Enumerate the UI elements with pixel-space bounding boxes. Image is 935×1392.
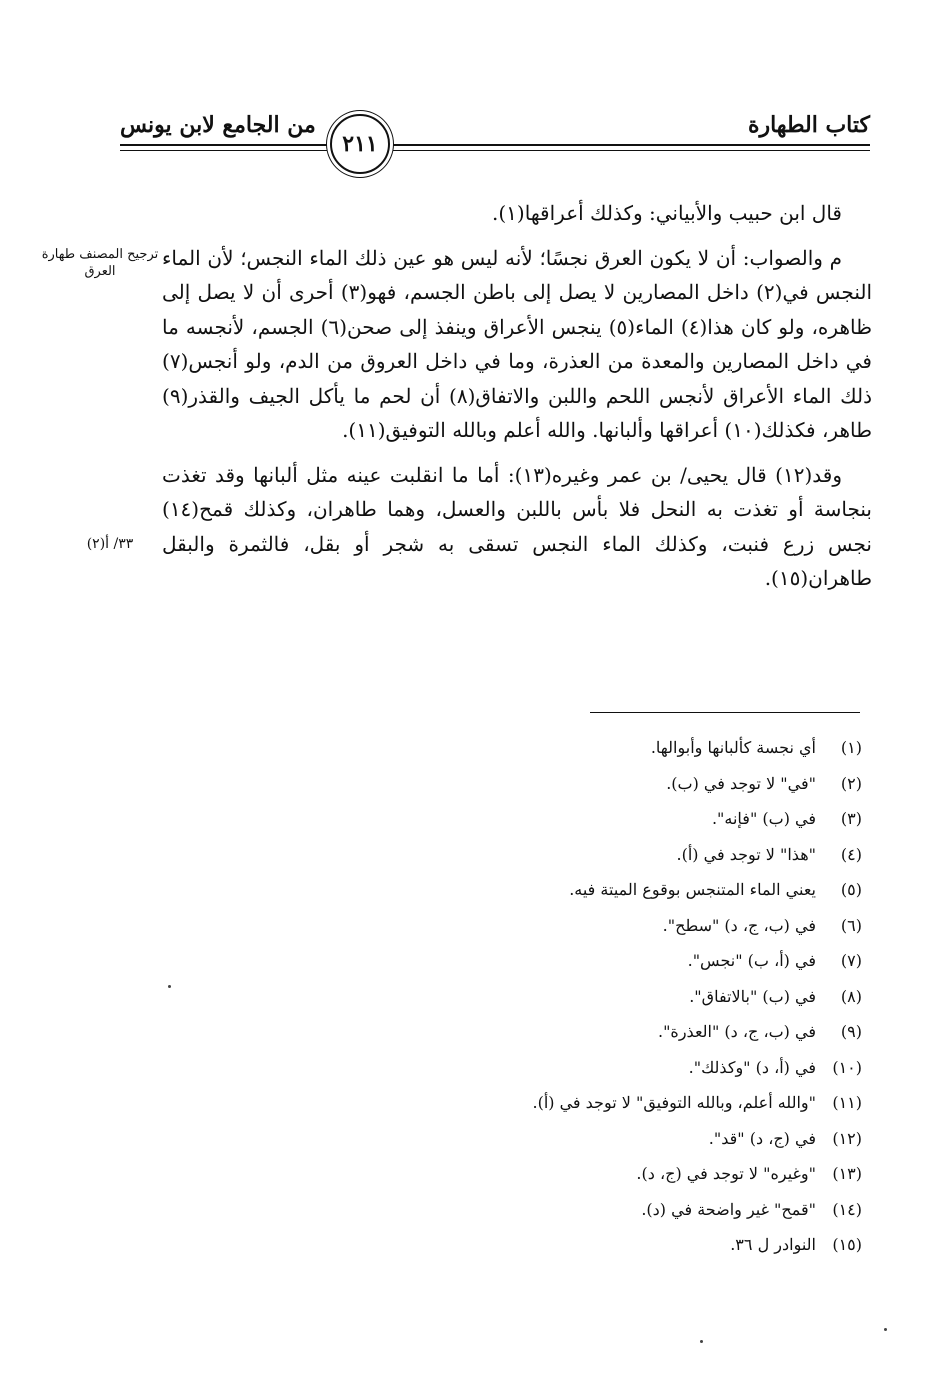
- margin-note-author-preference: ترجيح المصنف طهارة العرق: [41, 247, 159, 279]
- footnote-text: في (ب) "بالاتفاق".: [689, 986, 816, 1006]
- header-rule: [120, 144, 870, 146]
- header-rule-thin: [120, 150, 870, 151]
- footnote-number: (٨): [840, 986, 862, 1006]
- footnote-item: [300, 943, 862, 979]
- footnote-item: [300, 1085, 862, 1121]
- paragraph-3: وقد(١٢) قال يحيى/ بن عمر وغيره(١٣): أما ما انقلبت عينه مثل ألبانها وقد تغذت بنجاسة أو تغذت به النحل فلا بأس باللبن والعسل، وهما طاهران، وكذلك قمح(١٤) نجس زرع فنبت، وكذلك الماء النجس تسقى به شجر أو بقل، فالثمرة والبقل طاهران(١٥).: [162, 462, 872, 590]
- footnote-text: "قمح" غير واضحة في (د).: [641, 1199, 816, 1219]
- scan-speck: [700, 1340, 703, 1343]
- footnote-item: [300, 1156, 862, 1192]
- work-title: من الجامع لابن يونس: [120, 112, 316, 138]
- footnote-text: في (أ، ب) "نجس".: [687, 951, 816, 970]
- footnote-item: [300, 1121, 862, 1157]
- footnote-item: [300, 1050, 862, 1086]
- paragraph-2: م والصواب: أن لا يكون العرق نجسًا؛ لأنه ليس هو عين ذلك الماء النجس؛ لأن الماء النجس في(٢) داخل المصارين لا يصل إلى باطن الجسم، فهو(٣) أحرى أن لا يصل إلى ظاهره، ولو كان هذا(٤) الماء(٥) ينجس الأعراق وينفذ إلى صحن(٦) الجسم، لأنجسه ما في داخل المصارين والمعدة من العذرة، وما في داخل العروق من الدم، ولو أنجس(٧) ذلك الماء الأعراق لأنجس اللحم واللبن والاتفاق(٨) أن لحم ما يأكل الجيف والقذر(٩) طاهر، فكذلك(١٠) أعراقها وألبانها. والله أعلم وبالله التوفيق(١١).: [162, 245, 873, 442]
- footnote-text: "والله أعلم، وبالله التوفيق" لا توجد في (أ).: [532, 1093, 816, 1112]
- footnotes-list: [300, 730, 862, 1263]
- footnote-text: في (ب) "فإنه".: [711, 809, 816, 828]
- footnote-item: [300, 908, 862, 944]
- footnote-item: [300, 1014, 862, 1050]
- footnote-number: (١٤): [832, 1199, 862, 1219]
- footnote-text: "في" لا توجد في (ب).: [666, 773, 816, 793]
- footnote-item: [300, 801, 862, 837]
- page-number-medallion: [330, 114, 390, 174]
- footnote-item: [300, 872, 862, 908]
- footnote-text: النوادر ل ٣٦.: [730, 1235, 816, 1254]
- book-title: كتاب الطهارة: [747, 112, 870, 138]
- footnote-number: (٢): [840, 773, 862, 793]
- footnote-item: [300, 766, 862, 802]
- scan-speck: [168, 985, 171, 988]
- footnote-number: (١٢): [832, 1128, 862, 1148]
- footnote-number: (٣): [840, 809, 862, 828]
- scan-speck: [884, 1328, 887, 1331]
- paragraph-1: قال ابن حبيب والأبياني: وكذلك أعراقها(١).: [492, 201, 842, 225]
- footnote-text: في (ب، ج، د) "العذرة".: [657, 1022, 816, 1041]
- footnote-number: (٥): [840, 880, 862, 899]
- footnote-number: (٦): [840, 915, 862, 935]
- footnote-item: [300, 837, 862, 873]
- page-header: [120, 110, 870, 154]
- main-text: [162, 196, 872, 606]
- footnote-item: [300, 1227, 862, 1263]
- footnote-number: (٩): [840, 1022, 862, 1041]
- footnote-item: [300, 979, 862, 1015]
- footnote-text: "وغيره" لا توجد في (ج، د).: [636, 1164, 816, 1183]
- margin-note-folio: ٣٣/ أ(٢): [86, 536, 134, 552]
- footnote-text: في (ب، ج، د) "سطح".: [662, 915, 816, 935]
- footnote-number: (١١): [832, 1093, 862, 1112]
- footnote-text: "هذا" لا توجد في (أ).: [676, 844, 816, 864]
- footnote-number: (٧): [840, 951, 862, 970]
- page-number: ٢١١: [342, 131, 378, 157]
- footnote-text: أي نجسة كألبانها وأبوالها.: [650, 738, 816, 757]
- footnote-item: [300, 730, 862, 766]
- footnote-item: [300, 1192, 862, 1228]
- footnote-text: في (أ، د) "وكذلك".: [688, 1057, 816, 1077]
- footnote-number: (٤): [840, 844, 862, 864]
- footnote-separator: [590, 712, 860, 713]
- footnote-number: (١): [840, 738, 862, 757]
- footnote-text: يعني الماء المتنجس بوقوع الميتة فيه.: [569, 880, 816, 899]
- footnote-text: في (ج، د) "قد".: [708, 1128, 816, 1148]
- footnote-number: (١٣): [832, 1164, 862, 1183]
- footnote-number: (١٠): [832, 1057, 862, 1077]
- footnote-number: (١٥): [832, 1235, 862, 1254]
